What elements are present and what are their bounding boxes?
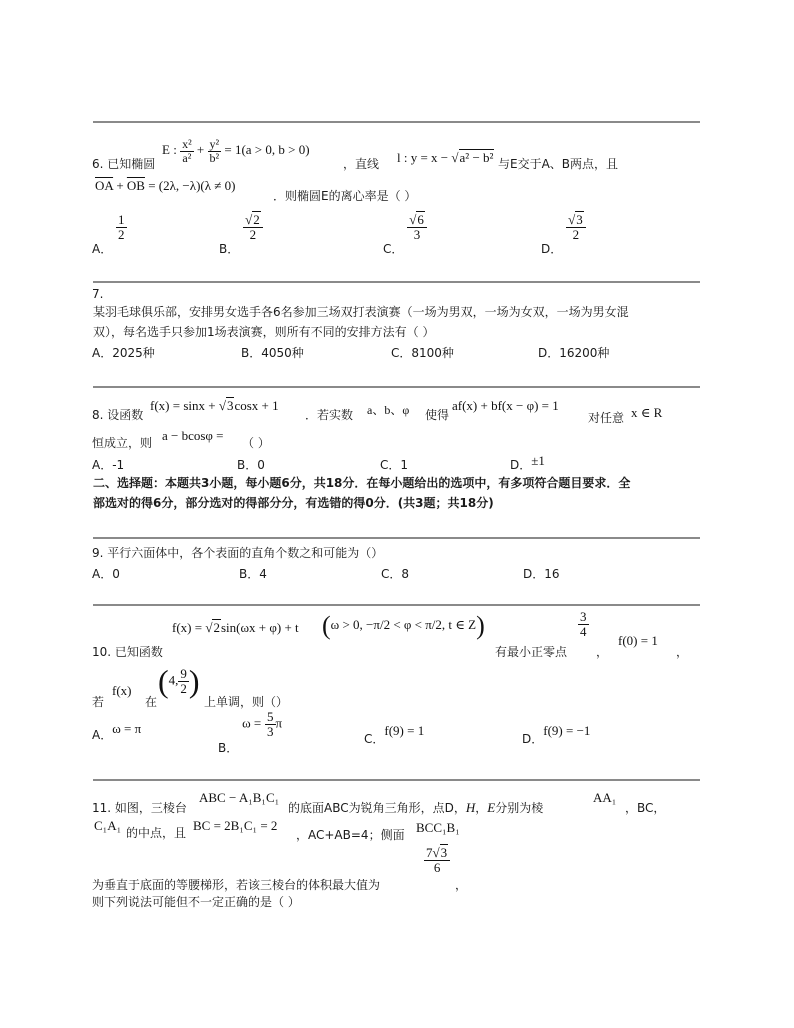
option-c[interactable]: C．f(9) = 1 [364,723,425,746]
question-stem: 双），每名选手只参加1场表演赛，则所有不同的安排方法有（ ） [93,325,435,339]
line-equation: l : y = x − √a² − b² [397,150,494,165]
punctuation: ， [676,645,689,659]
separator-rule [93,281,700,283]
edge-name: C₁A₁ [94,818,122,833]
question-number: 7. [92,287,104,301]
question-stem: ．则椭圆E的离心率是（ ） [273,189,417,203]
separator-rule [93,604,700,606]
question-number: 11. [92,801,112,815]
question-stem: 若 [92,695,105,709]
option-b[interactable]: B．4 [239,567,267,581]
question-stem: 对任意 [588,411,625,425]
option-c[interactable]: C．1 [380,458,409,472]
option-d[interactable]: D．f(9) = −1 [522,723,591,746]
question-stem: 平行六面体中，各个表面的直角个数之和可能为（） [107,546,384,560]
question-stem: 某羽毛球俱乐部，安排男女选手各6名参加三场双打表演赛（一场为男双，一场为女双，一场为男女混 [93,305,629,319]
question-stem: 上单调，则（） [204,695,289,709]
option-c[interactable]: C． $\frac{√6}{3}$ [383,213,427,241]
question-stem: 在 [145,695,158,709]
function-definition: f(x) = sinx + √3cosx + 1 [150,398,279,413]
function-name: f(x) [112,683,132,698]
section-heading: 二、选择题：本题共3小题，每小题6分，共18分．在每小题给出的选项中，有多项符合题目要求．全 [93,476,631,490]
question-stem: 的底面ABC为锐角三角形，点D， [288,801,466,815]
option-a[interactable]: A．0 [92,567,120,581]
question-stem: 则下列说法可能但不一定正确的是（ ） [92,895,300,909]
punctuation: ， [596,645,609,659]
option-c[interactable]: C．8100种 [391,346,454,360]
question-stem: （ ） [242,436,270,450]
option-c[interactable]: C．8 [381,567,410,581]
question-stem: 使得 [425,408,450,422]
edge-name: AA₁ [593,790,617,805]
question-stem: 恒成立，则 [92,436,153,450]
interval: (4, $\frac{9}{2}$ ) [158,663,200,699]
option-d[interactable]: D．16200种 [538,346,610,360]
frustum-name: ABC − A₁B₁C₁ [199,790,280,805]
option-b[interactable]: B．0 [237,458,265,472]
question-stem: 设函数 [107,408,144,422]
question-stem: 已知椭圆 [107,157,156,171]
section-heading: 部选对的得6分，部分选对的得部分分，有选错的得0分．(共3题；共18分) [93,496,494,510]
option-b[interactable]: B．4050种 [241,346,304,360]
f-zero: f(0) = 1 [618,633,658,648]
punctuation: ， [455,878,468,892]
volume-fraction: $\frac{7√3}{6}$ [424,846,450,874]
zero-fraction: $\frac{3}{4}$ [580,609,587,639]
option-d[interactable]: D．±1 [510,453,545,472]
question-number: 8. [92,408,104,422]
separator-rule [93,386,700,388]
face-name: BCC₁B₁ [416,820,460,835]
vector-equation: $\overline{OA} + \overline{OB} = (2\lambda$, −λ)(λ ≠ 0) [95,178,236,193]
question-number: 9. [92,546,104,560]
separator-rule [93,779,700,781]
question-stem: ，AC+AB=4；侧面 [296,828,405,842]
variables: a、b、φ [367,403,410,417]
question-stem: ，直线 [343,157,380,171]
separator-rule [93,121,700,123]
question-stem: 与E交于A、B两点，且 [498,157,619,171]
option-a[interactable]: A．-1 [92,458,125,472]
question-stem: 如图，三棱台 [114,801,187,815]
question-number: 10. [92,645,112,659]
question-stem: ．若实数 [305,408,354,422]
option-a[interactable]: A． $\frac{1}{2}$ [92,212,125,256]
ellipse-equation: E : $\frac{\text{x²}}{\text{a²}}$ + $\frac{\text{y²}}{\text{b²}}$ = 1(a > 0, b > 0) [162,137,310,165]
target-expression: a − bcosφ = [162,428,224,443]
option-b[interactable]: B． ω = $\frac{5}{3}$ π [218,709,283,755]
question-stem: 已知函数 [114,645,163,659]
option-a[interactable]: A．ω = π [92,721,142,742]
question-number: 6. [92,157,104,171]
domain: x ∈ R [631,405,663,420]
option-d[interactable]: D． $\frac{√3}{2}$ [541,213,586,241]
function-definition: f(x) = √2sin(ωx + φ) + t [172,620,299,635]
length-equation: BC = 2B₁C₁ = 2 [193,818,278,833]
separator-rule [93,537,700,539]
question-stem: ，BC， [625,801,666,815]
parameter-conditions: (ω > 0, −π/2 < φ < π/2, t ∈ Z) [322,611,485,640]
option-d[interactable]: D．16 [523,567,560,581]
condition-equation: af(x) + bf(x − φ) = 1 [452,398,559,413]
question-stem: 的中点，且 [126,826,187,840]
question-stem: 为垂直于底面的等腰梯形，若该三棱台的体积最大值为 [92,878,381,892]
option-b[interactable]: B． $\frac{√2}{2}$ [219,213,263,241]
question-stem: 有最小正零点 [495,645,568,659]
option-a[interactable]: A．2025种 [92,346,155,360]
